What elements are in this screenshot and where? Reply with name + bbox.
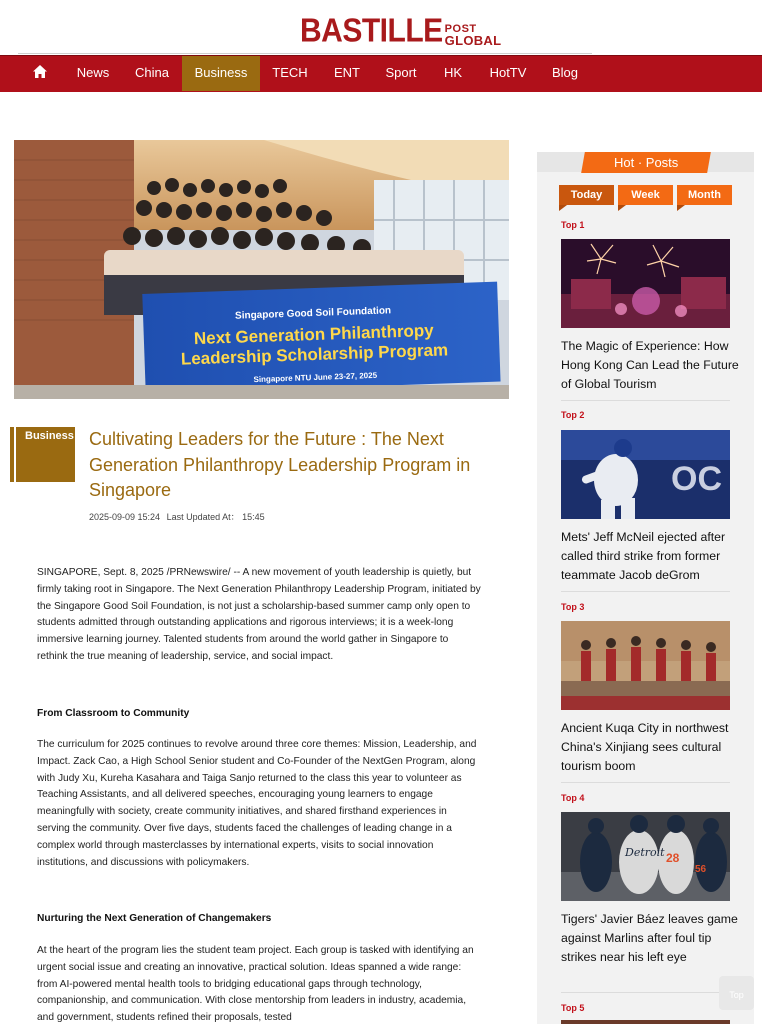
post-thumbnail-4[interactable]	[561, 812, 730, 901]
logo-post: POST	[444, 23, 477, 35]
banner-line-1: Singapore Good Soil Foundation	[234, 305, 392, 322]
nav-ent[interactable]: ENT	[334, 65, 360, 80]
article-title: Cultivating Leaders for the Future : The Next Generation Philanthropy Leadership Program in Singapore	[89, 429, 471, 500]
back-to-top-button[interactable]: Top	[719, 976, 754, 1010]
article-meta	[89, 510, 265, 523]
nav-hk[interactable]: HK	[443, 65, 463, 80]
nav-news[interactable]: News	[76, 65, 110, 80]
banner-line-2: Next Generation Philanthropy	[193, 320, 435, 349]
dance-performance-image	[561, 621, 730, 710]
hot-posts-title-text: Hot · Posts	[613, 155, 679, 170]
main-nav	[0, 55, 762, 92]
category-badge[interactable]	[14, 427, 75, 482]
updated-time: 15:45	[242, 512, 265, 522]
post-title-1[interactable]: The Magic of Experience: How Hong Kong Can Lead the Future of Global Tourism	[561, 339, 739, 391]
header-divider	[18, 53, 592, 54]
banner-line-4: Singapore NTU June 23-27, 2025	[253, 370, 378, 385]
hot-posts-sidebar	[537, 152, 754, 1024]
banner-line-3: Leadership Scholarship Program	[180, 340, 449, 369]
post-divider-2	[561, 591, 730, 592]
category-label: Business	[25, 430, 74, 442]
post-thumbnail-3[interactable]	[561, 621, 730, 710]
logo-global: GLOBAL	[444, 33, 502, 48]
post-title-4[interactable]: Tigers' Javier Báez leaves game against Marlins after foul tip strikes near his left eye	[561, 912, 738, 964]
section-heading-2: Nurturing the Next Generation of Changemakers	[37, 913, 272, 924]
jersey-number-a: 28	[666, 851, 680, 865]
post-divider-3	[561, 782, 730, 783]
article-paragraph-2: The curriculum for 2025 continues to revolve around three core themes: Mission, Leadership, and Impact. Zack Cao, a High School Senior student and Co-Founder of the NextGen Program, along with Judy Xu, Kureha Kasahara and Taiga Sanjo returned to the class this year to volunteer as Teaching Assistants, and all delivered speeches, encouraging young learners to engage meaningfully with society, create community initiatives, and shared firsthand experiences in serving the community. Over five days, students faced the challenges of leading change in a complex world through masterclasses by international experts, visits to social innovation institutions, and discussions with policymakers.	[37, 739, 477, 868]
rank-label-4: Top 4	[561, 793, 585, 803]
tab-week[interactable]: Week	[618, 185, 673, 205]
nav-tech[interactable]: TECH	[272, 65, 308, 80]
hero-image	[14, 140, 509, 399]
nav-hottv[interactable]: HotTV	[489, 65, 527, 80]
baseball-players-image	[561, 812, 730, 901]
section-heading-1: From Classroom to Community	[37, 708, 190, 719]
post-thumbnail-1[interactable]	[561, 239, 730, 328]
site-logo[interactable]	[300, 12, 502, 50]
post-divider-4	[561, 992, 730, 993]
home-icon[interactable]	[30, 62, 50, 82]
group-photo	[14, 140, 509, 399]
stadium-sign-text: OC	[671, 460, 722, 498]
published-time: 2025-09-09 15:24	[89, 512, 161, 522]
post-title-2[interactable]: Mets' Jeff McNeil ejected after called third strike from former teammate Jacob deGrom	[561, 530, 726, 582]
post-divider-1	[561, 400, 730, 401]
article-paragraph-3: At the heart of the program lies the student team project. Each group is tasked with identifying an urgent social issue and creating an innovative, practical solution. Ideas spanned a wide range: from AI-powered mental health tools to bridging educational gaps through technology, companionship, and communication. With close mentorship from leaders in industry, academia, and government, students refined their proposals, tested	[37, 945, 474, 1024]
article-paragraph-1: SINGAPORE, Sept. 8, 2025 /PRNewswire/ -- A new movement of youth leadership is quietly, but firmly taking root in Singapore. The Next Generation Philanthropy Leadership Program, initiated by the Singapore Good Soil Foundation, is not just a scholarship-based summer camp only open to students admitted through outstanding applications and rigorous interviews; it is a week-long immersive learning journey. Talented students from around the world gather in Singapore to rethink the true meaning of leadership, service, and social impact.	[37, 567, 481, 662]
jersey-number-b: 56	[695, 864, 707, 875]
tab-month[interactable]: Month	[677, 185, 732, 205]
logo-wordmark: BASTILLE	[300, 12, 443, 50]
post-thumbnail-5[interactable]	[561, 1020, 730, 1024]
rank-label-3: Top 3	[561, 602, 585, 612]
nav-china[interactable]: China	[135, 65, 169, 80]
baseball-pitcher-image	[561, 430, 730, 519]
header	[0, 0, 762, 55]
hot-posts-title	[581, 152, 711, 173]
nav-sport[interactable]: Sport	[385, 65, 417, 80]
fireworks-image	[561, 239, 730, 328]
jersey-script: Detroit	[625, 846, 665, 859]
tab-today[interactable]: Today	[559, 185, 614, 205]
post-title-3[interactable]: Ancient Kuqa City in northwest China's Xinjiang sees cultural tourism boom	[561, 721, 729, 773]
rank-label-1: Top 1	[561, 220, 585, 230]
updated-label: Last Updated At：	[166, 512, 240, 522]
rank-label-5: Top 5	[561, 1003, 585, 1013]
rank-label-2: Top 2	[561, 410, 585, 420]
nav-business[interactable]: Business	[182, 56, 260, 91]
nav-blog[interactable]: Blog	[551, 65, 579, 80]
post-thumbnail-2[interactable]	[561, 430, 730, 519]
